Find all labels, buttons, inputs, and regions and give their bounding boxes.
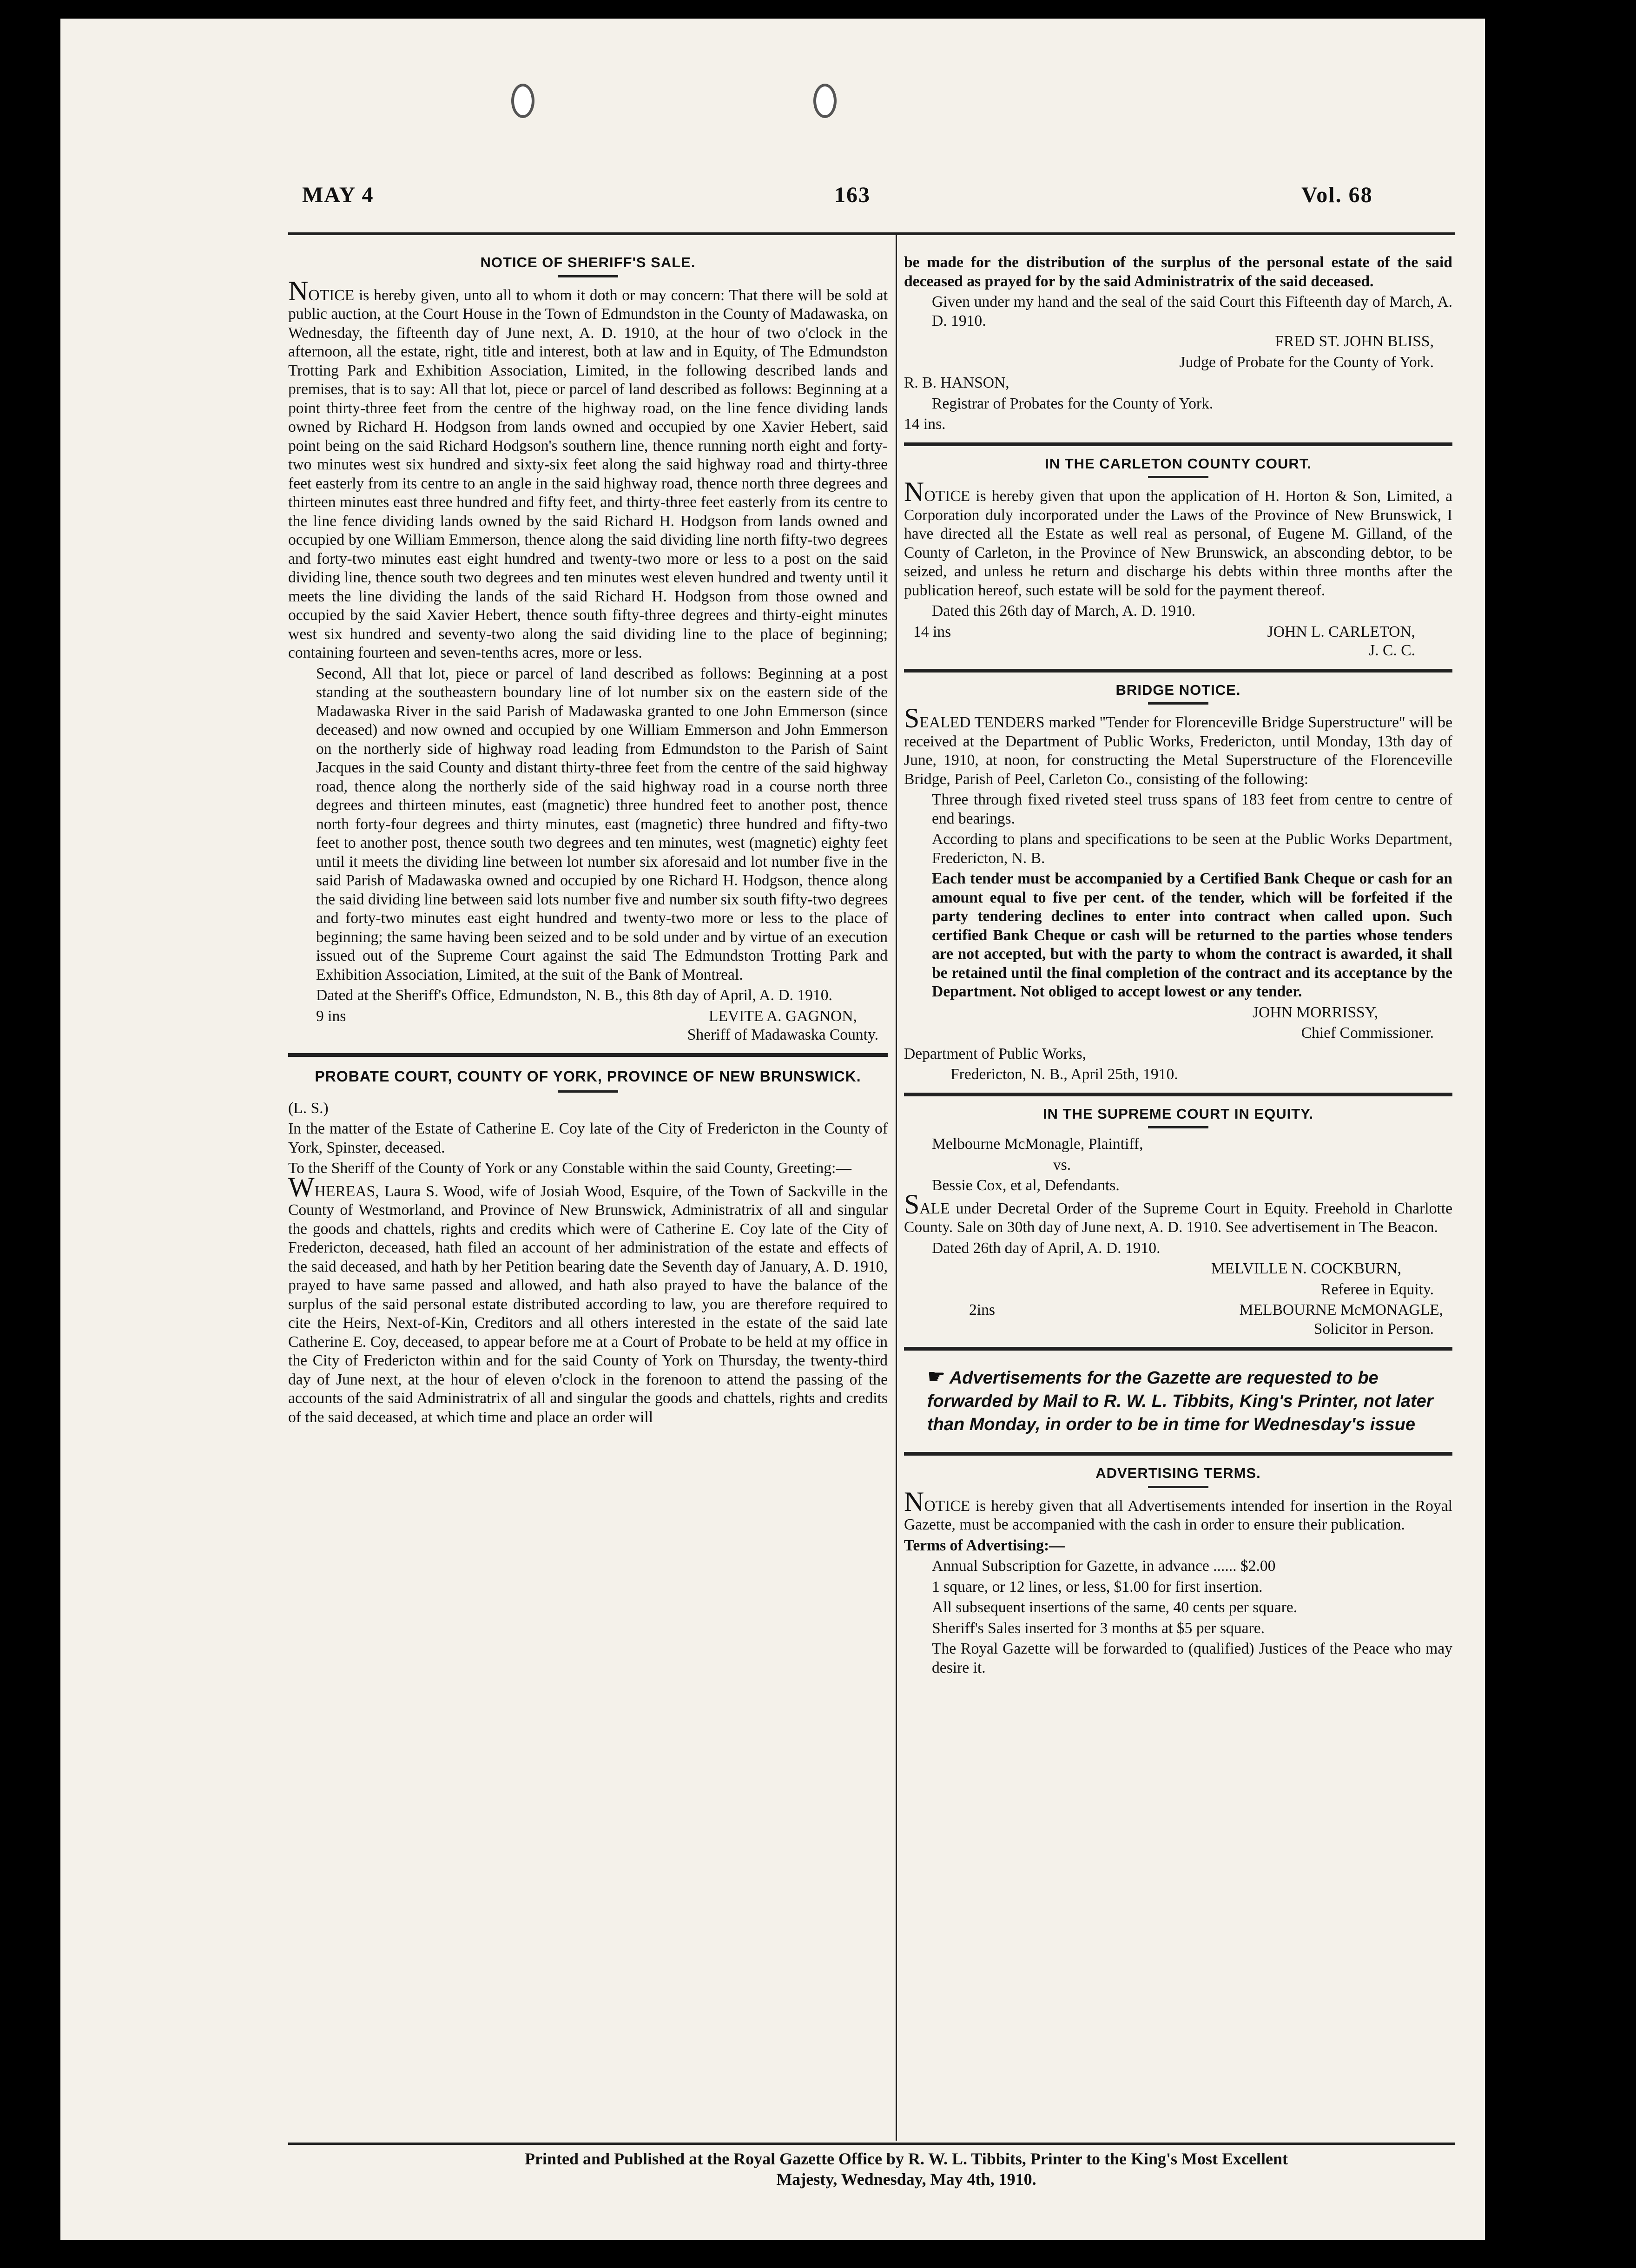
equity-solicitor: MELBOURNE McMONAGLE,: [1239, 1301, 1443, 1319]
section-rule: [904, 442, 1452, 446]
bridge-tender: Each tender must be accompanied by a Certified Bank Cheque or cash for an amount equal to five per cent. of the tender, which will be forfeited if the party tendering declines to enter into contract when called upon. Such certified Bank Cheque or cash will be returned to the parties whose tenders are not accepted, but with the party to whom the contract is awarded, it shall be retained until the final completion of the contract and its acceptance by the Department. Not obliged to accept lowest or any tender.: [932, 870, 1452, 1000]
equity-referee-title: Referee in Equity.: [1320, 1280, 1434, 1298]
probate-to: To the Sheriff of the County of York or any Constable within the said County, Greeting:—: [288, 1160, 851, 1177]
equity-solicitor-title: Solicitor in Person.: [1313, 1320, 1434, 1338]
carleton-signature: [904, 623, 1452, 642]
section-rule: [904, 1347, 1452, 1351]
terms-line: 1 square, or 12 lines, or less, $1.00 for first insertion.: [932, 1578, 1263, 1596]
right-column: [904, 253, 1452, 2143]
equity-defendants: Bessie Cox, et al, Defendants.: [932, 1177, 1120, 1194]
title-underline: [558, 275, 618, 277]
insertions-count: 9 ins: [316, 1007, 346, 1025]
ad-notice-text: Advertisements for the Gazette are requested to be forwarded by Mail to R. W. L. Tibbits, King's Printer, not later than Monday, in order to be in time for Wednesday's issue: [927, 1368, 1433, 1434]
terms-line: Sheriff's Sales inserted for 3 months at $5 per square.: [932, 1619, 1265, 1637]
probate-seal: (L. S.): [288, 1099, 329, 1117]
sheriff-sale-body: NOTICE is hereby given, unto all to whom it doth or may concern: That there will be sold at public auction, at the Court House in the Town of Edmundston in the County of Madawaska, on Wednesday, the fifteenth day of June next, A. D. 1910, at the hour of two o'clock in the afternoon, all the estate, right, title and interest, both at law and in Equity, of The Edmundston Trotting Park and Exhibition Association, Limited, in the following described lands and premises, that is to say: All that lot, piece or parcel of land described as follows: Beginning at a point thirty-three feet from the centre of the highway road, on the line fence dividing lands owned by Richard H. Hodgson from lands owned and occupied by one Xavier Hebert, said point being on the said Richard Hodgson's southern line, thence running north eight and forty-two minutes west six hundred and sixty-six feet along the said highway road and thirty-three feet easterly from its centre to an angle in the said highway road, thence north three degrees and thirteen minutes east three hundred and fifty feet, and thirty-three feet easterly from its centre to the line fence dividing lands owned by the said Richard H. Hodgson from lands owned and occupied by one William Emmerson, thence along the said dividing line north fifty-two degrees and forty-two minutes east eight hundred and twenty-two more or less to a post on the said dividing line, thence south two degrees and ten minutes west eleven hundred and twenty until it meets the line dividing the lands of the said Richard H. Hodgson from those owned and occupied by the said Xavier Hebert, thence south fifty-three degrees and thirty-eight minutes west six hundred and seventy-two along the said dividing line to the place of beginning; containing fourteen and seven-tenths acres, more or less.: [288, 275, 888, 661]
pointing-hand-icon: ☛: [927, 1365, 946, 1388]
binding-hole: [813, 84, 837, 118]
advertising-terms-body: NOTICE is hereby given that all Advertisements intended for insertion in the Royal Gazette, must be accompanied with the cash in order to ensure their publication.: [904, 1486, 1452, 1533]
bridge-body: SEALED TENDERS marked "Tender for Florenceville Bridge Superstructure" will be received at the Department of Public Works, Fredericton, until Monday, 13th day of June, 1910, at noon, for constructing the Metal Superstructure of the Florenceville Bridge, Parish of Peel, Carleton Co., consisting of the following:: [904, 703, 1452, 788]
carleton-insertions: 14 ins: [913, 623, 951, 640]
carleton-dated: Dated this 26th day of March, A. D. 1910.: [932, 602, 1196, 620]
terms-line: Annual Subscription for Gazette, in advance ...... $2.00: [932, 1557, 1276, 1575]
left-column: [288, 253, 888, 2143]
ad-notice: [904, 1359, 1452, 1444]
judge-title: Judge of Probate for the County of York.: [1179, 353, 1434, 371]
bridge-dept: Department of Public Works,: [904, 1045, 1087, 1062]
signer-title: Sheriff of Madawaska County.: [687, 1026, 878, 1043]
carleton-body: NOTICE is hereby given that upon the application of H. Horton & Son, Limited, a Corporation duly incorporated under the Laws of the Province of New Brunswick, I have directed all the Estate as well real as personal, of Eugene M. Gilland, of the County of Carleton, in the Province of New Brunswick, an absconding debtor, to be seized, and unless he return and discharge his debts within three months after the publication hereof, such estate will be sold for the payment thereof.: [904, 476, 1452, 599]
probate-insertions: 14 ins.: [904, 415, 946, 433]
footer-imprint: [344, 2149, 1469, 2189]
bridge-signer-title: Chief Commissioner.: [1301, 1024, 1434, 1042]
bridge-spans: Three through fixed riveted steel truss spans of 183 feet from centre to centre of end bearings.: [932, 791, 1452, 827]
equity-insertions: 2ins: [969, 1301, 995, 1319]
section-rule: [904, 669, 1452, 672]
sheriff-sale-signature: [288, 1007, 888, 1045]
binding-hole: [511, 84, 534, 118]
column-divider: [896, 235, 897, 2141]
equity-referee: MELVILLE N. COCKBURN,: [1211, 1260, 1401, 1277]
volume-label: Vol. 68: [1301, 183, 1373, 207]
carleton-signer-title: J. C. C.: [1369, 642, 1415, 659]
title-underline: [1148, 476, 1208, 478]
probate-given: Given under my hand and the seal of the said Court this Fifteenth day of March, A. D. 1910.: [932, 293, 1452, 330]
section-rule: [904, 1452, 1452, 1456]
equity-title: IN THE SUPREME COURT IN EQUITY.: [1042, 1105, 1314, 1122]
title-underline: [558, 1090, 618, 1093]
advertising-terms-title: ADVERTISING TERMS.: [1095, 1465, 1261, 1481]
section-rule: [904, 1093, 1452, 1096]
signer-block: [687, 1007, 888, 1045]
equity-signature: [904, 1301, 1452, 1320]
bridge-signer: JOHN MORRISSY,: [1253, 1003, 1378, 1021]
footer-line: Majesty, Wednesday, May 4th, 1910.: [776, 2170, 1036, 2189]
gazette-page: [60, 19, 1485, 2240]
equity-plaintiff: Melbourne McMonagle, Plaintiff,: [932, 1135, 1143, 1153]
equity-dated: Dated 26th day of April, A. D. 1910.: [932, 1239, 1161, 1257]
carleton-signer: JOHN L. CARLETON,: [1267, 623, 1415, 640]
signer-name: LEVITE A. GAGNON,: [708, 1007, 857, 1025]
title-underline: [1148, 1126, 1208, 1128]
page-number: 163: [834, 183, 871, 207]
terms-line: All subsequent insertions of the same, 40 cents per square.: [932, 1599, 1298, 1616]
registrar-title: Registrar of Probates for the County of York.: [932, 395, 1214, 412]
header-date: MAY 4: [302, 183, 374, 207]
section-rule: [288, 1053, 888, 1057]
terms-line: The Royal Gazette will be forwarded to (qualified) Justices of the Peace who may desire it.: [932, 1640, 1452, 1676]
carleton-title: IN THE CARLETON COUNTY COURT.: [1045, 455, 1312, 472]
registrar-name: R. B. HANSON,: [904, 374, 1009, 391]
terms-label: Terms of Advertising:—: [904, 1536, 1065, 1554]
title-underline: [1148, 1486, 1208, 1488]
header-rule: [288, 232, 1455, 235]
probate-title: PROBATE COURT, COUNTY OF YORK, PROVINCE OF NEW BRUNSWICK.: [315, 1068, 861, 1085]
title-underline: [1148, 702, 1208, 705]
sheriff-sale-title: NOTICE OF SHERIFF'S SALE.: [480, 254, 696, 270]
bridge-dated: Fredericton, N. B., April 25th, 1910.: [950, 1066, 1178, 1083]
sheriff-sale-body-second: Second, All that lot, piece or parcel of land described as follows: Beginning at a post standing at the southeastern boundary line of lot number six on the eastern side of the Madawaska River in the said Parish of Madawaska granted to one John Emmerson (since deceased) and now owned and occupied by one William Emmerson and John Emmerson on the northerly side of highway road leading from Edmundston to the Parish of Saint Jacques in the said County and distant thirty-three feet from the centre of the said highway road, thence along the northerly side of the said highway road in a course north three degrees and thirteen minutes, east (magnetic) three hundred feet to another post, thence north forty-four degrees and thirty minutes, east (magnetic) three hundred and fifty-two feet to another post, thence south two degrees and ten minutes, west (magnetic) eighty feet until it meets the dividing line between lot number six aforesaid and lot number five in the said Parish of Madawaska owned and occupied by one Richard H. Hodgson, thence along the said dividing line between said lots number five and number six south fifty-two degrees and forty-two minutes east eight hundred and twenty-two more or less to the place of beginning; the same having been seized and to be sold under and by virtue of an execution issued out of the Supreme Court against the said The Edmundston Trotting Park and Exhibition Association, Limited, at the suit of the Bank of Montreal.: [316, 665, 888, 983]
probate-continued: be made for the distribution of the surplus of the personal estate of the said deceased as prayed for by the said Administratrix of the said deceased.: [904, 254, 1452, 290]
sheriff-sale-dated: Dated at the Sheriff's Office, Edmundston, N. B., this 8th day of April, A. D. 1910.: [316, 987, 832, 1004]
footer-rule: [288, 2143, 1455, 2145]
judge-name: FRED ST. JOHN BLISS,: [1275, 333, 1434, 350]
probate-body: WHEREAS, Laura S. Wood, wife of Josiah Wood, Esquire, of the Town of Sackville in the County of Westmorland, and Province of New Brunswick, Administratrix of all and singular the goods and chattels, rights and credits which were of Catherine E. Coy late of the City of Fredericton, deceased, hath filed an account of her administration of the estate and effects of the said deceased, and hath by her Petition bearing date the Seventh day of January, A. D. 1910, prayed to have same passed and allowed, and hath also prayed to have the balance of the surplus of the said personal estate distributed according to law, you are therefore required to cite the Heirs, Next-of-Kin, Creditors and all others interested in the estate of the said late Catherine E. Coy, deceased, to appear before me at a Court of Probate to be held at my office in the City of Fredericton within and for the said County of York on Thursday, the twenty-third day of June next, at the hour of eleven o'clock in the forenoon to attend the passing of the accounts of the said Administratrix of all and singular the goods and chattels, rights and credits of the said deceased, at which time and place an order will: [288, 1171, 888, 1426]
bridge-title: BRIDGE NOTICE.: [1115, 681, 1241, 698]
bridge-plans: According to plans and specifications to be seen at the Public Works Department, Fredericton, N. B.: [932, 831, 1452, 867]
probate-matter: In the matter of the Estate of Catherine E. Coy late of the City of Fredericton in the County of York, Spinster, deceased.: [288, 1120, 888, 1156]
equity-body: SALE under Decretal Order of the Supreme Court in Equity. Freehold in Charlotte County. Sale on 30th day of June next, A. D. 1910. See advertisement in The Beacon.: [904, 1188, 1452, 1236]
equity-vs: vs.: [1053, 1156, 1071, 1174]
footer-line: Printed and Published at the Royal Gazette Office by R. W. L. Tibbits, Printer to the King's Most Excellent: [525, 2149, 1288, 2168]
